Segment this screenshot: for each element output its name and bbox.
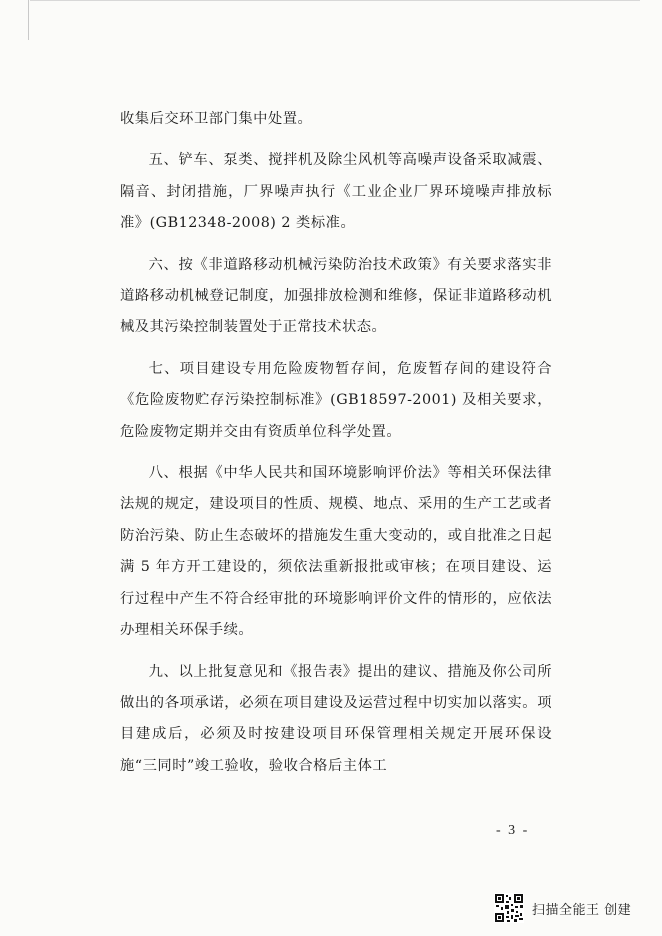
scanner-stamp: [494, 892, 631, 924]
paragraph-8-legal: 八、根据《中华人民共和国环境影响评价法》等相关环保法律法规的规定，建设项目的性质、规模、地点、采用的生产工艺或者防治污染、防止生态破坏的措施发生重大变动的，或自批准之日起满 5 年方开工建设的，须依法重新报批或审核；在项目建设、运行过程中产生不符合经审批的环境影响评价文件的情形的，应依法办理相关环保手续。: [120, 465, 552, 639]
paragraph-5-noise: 五、铲车、泵类、搅拌机及除尘风机等高噪声设备采取减震、隔音、封闭措施，厂界噪声执行《工业企业厂界环境噪声排放标准》(GB12348-2008) 2 类标准。: [120, 152, 552, 232]
paragraph-7-hazardous-waste: 七、项目建设专用危险废物暂存间，危废暂存间的建设符合《危险废物贮存污染控制标准》(GB18597-2001) 及相关要求，危险废物定期并交由有资质单位科学处置。: [120, 360, 552, 440]
page-number: - 3 -: [496, 823, 530, 838]
top-border: [30, 0, 640, 1]
paragraph-1: 收集后交环卫部门集中处置。: [120, 111, 313, 127]
paragraph-6-machinery: 六、按《非道路移动机械污染防治技术政策》有关要求落实非道路移动机械登记制度，加强排放检测和维修，保证非道路移动机械及其污染控制装置处于正常技术状态。: [120, 256, 552, 336]
document-body: [120, 104, 552, 782]
qr-code-icon: [494, 893, 524, 923]
paragraph-9-commitments: 九、以上批复意见和《报告表》提出的建议、措施及你公司所做出的各项承诺，必须在项目建设及运营过程中切实加以落实。项目建成后，必须及时按建设项目环保管理相关规定开展环保设施“三同时”竣工验收，验收合格后主体工: [120, 663, 552, 774]
left-border: [28, 0, 29, 40]
scanner-watermark-text: 扫描全能王 创建: [532, 902, 632, 918]
